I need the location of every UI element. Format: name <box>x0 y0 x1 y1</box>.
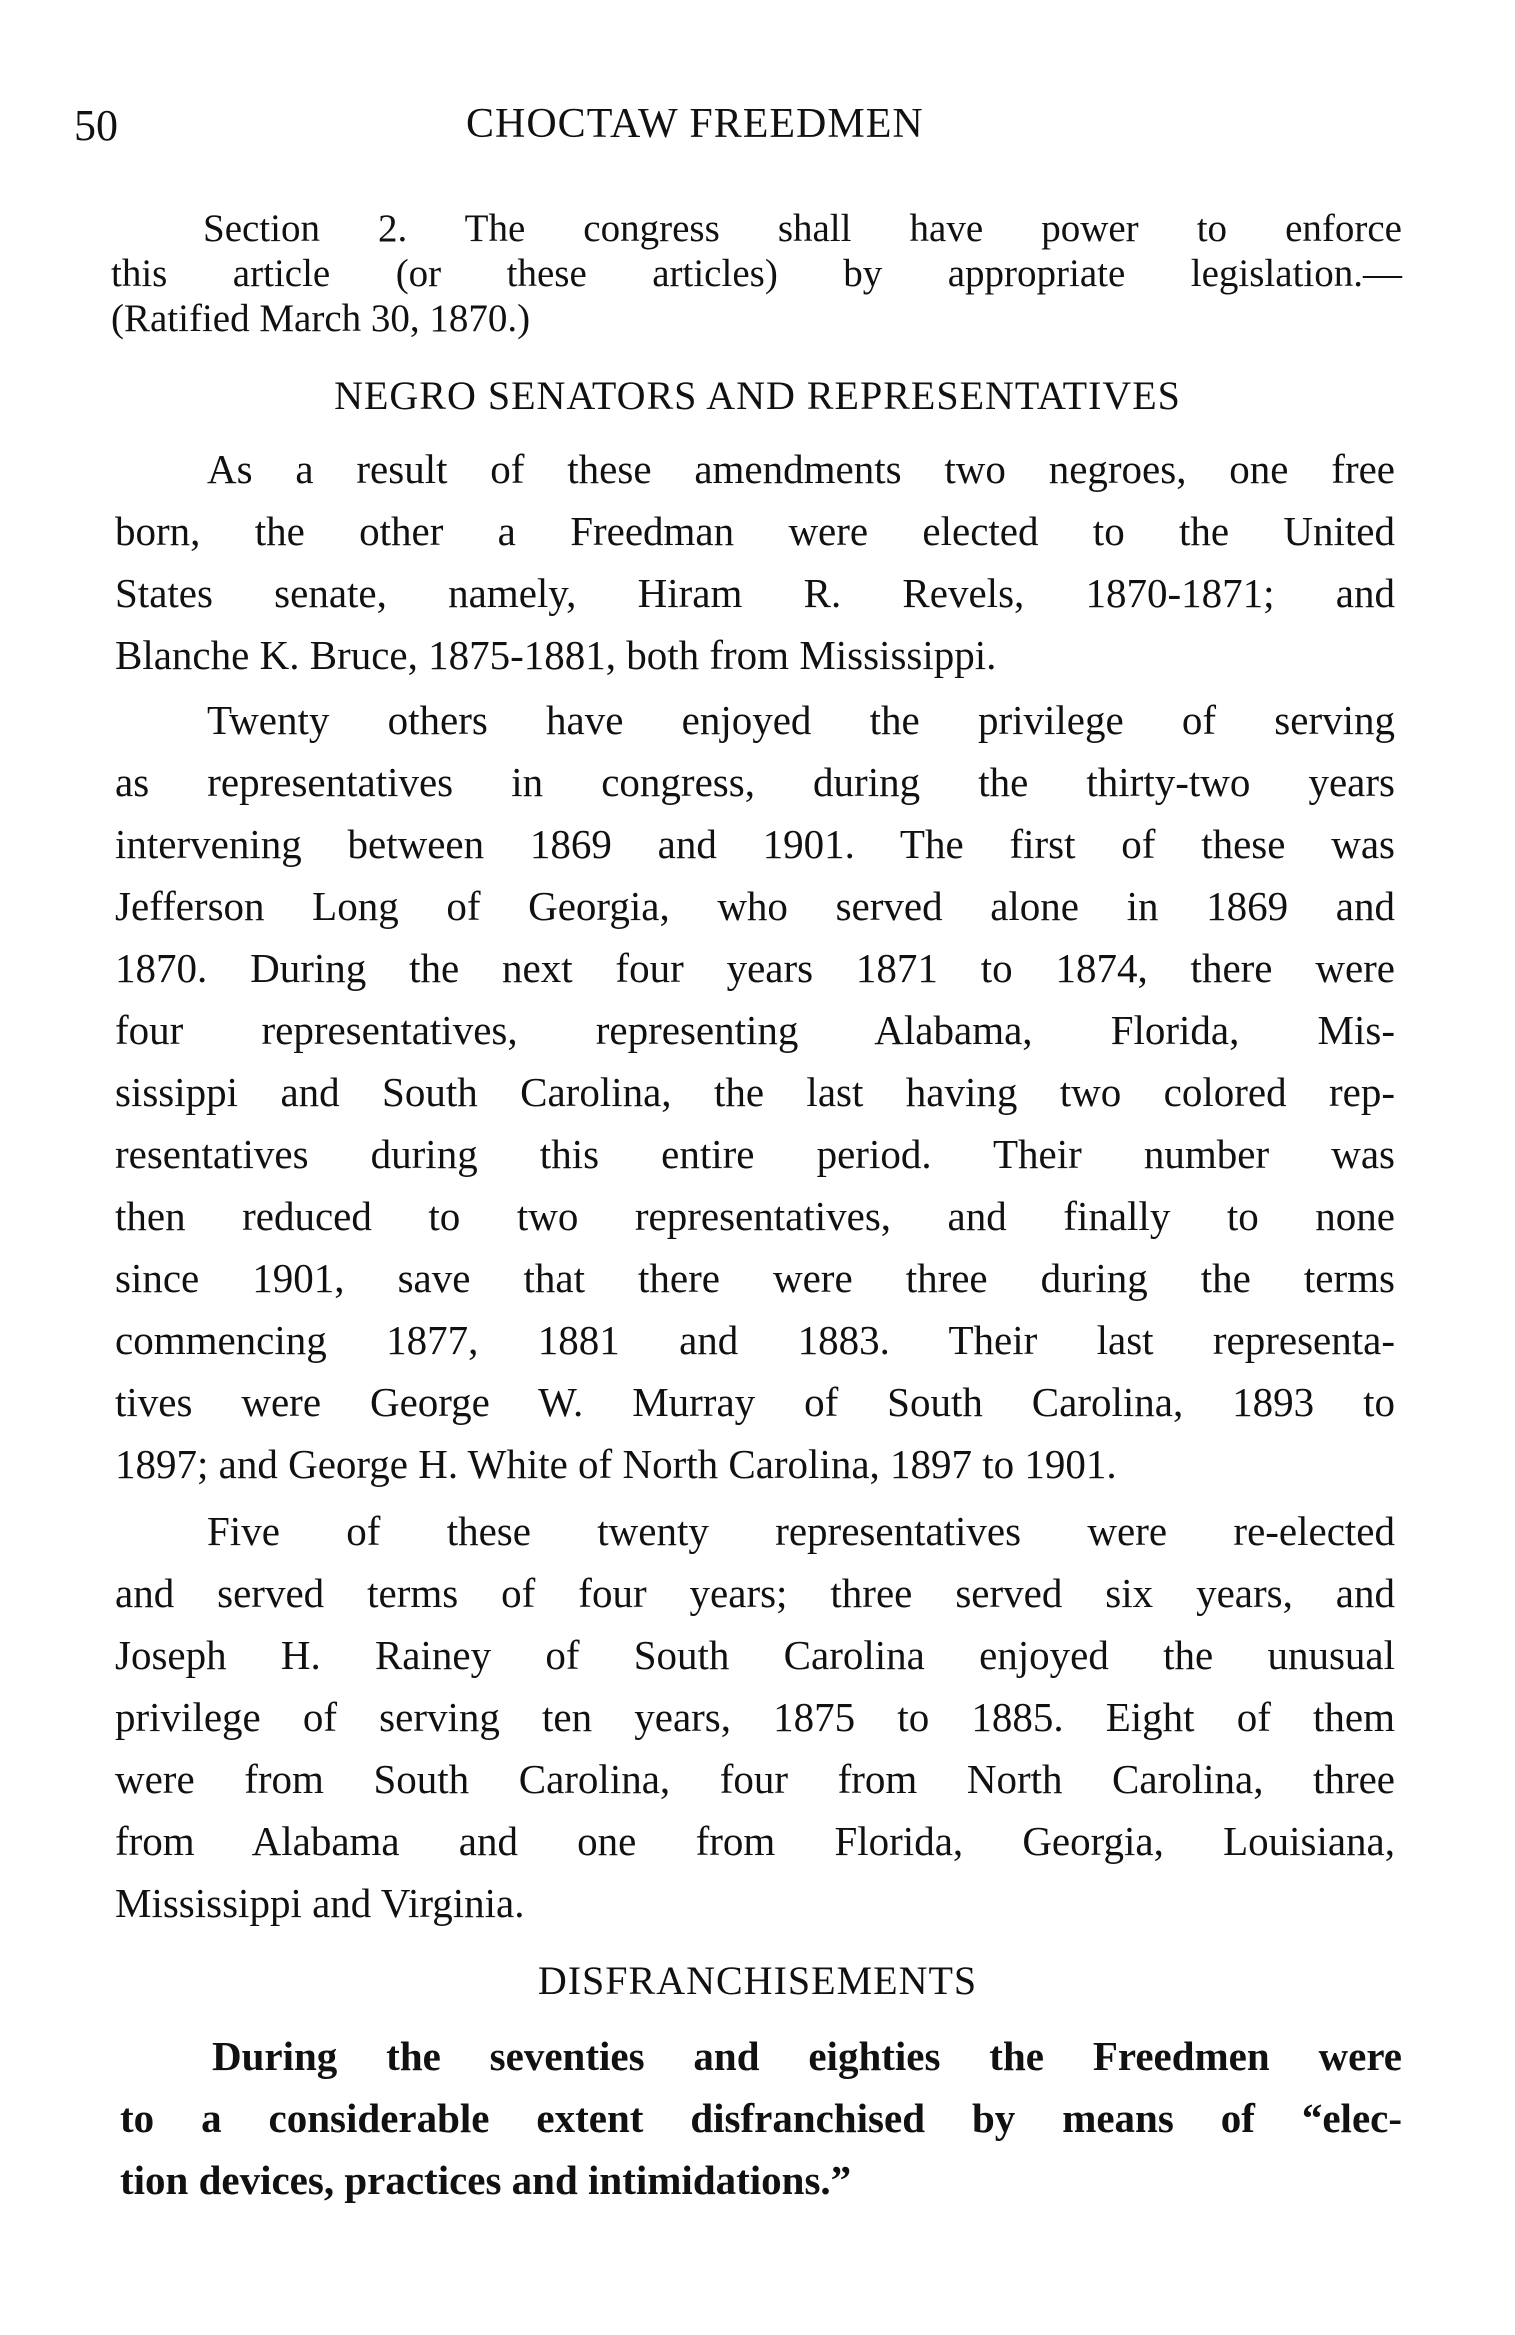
paragraph-senators <box>115 438 1395 686</box>
text-line: since 1901, save that there were three during the terms <box>115 1255 1395 1301</box>
text-line: Five of these twenty representatives were re-elected <box>207 1508 1395 1554</box>
text-line: from Alabama and one from Florida, Georgia, Louisiana, <box>115 1818 1395 1864</box>
section-2-paragraph <box>111 206 1402 341</box>
text-line: intervening between 1869 and 1901. The first of these was <box>115 821 1395 867</box>
text-line: as representatives in congress, during the thirty-two years <box>115 759 1395 805</box>
heading-disfranchisements: DISFRANCHISEMENTS <box>537 1958 978 2003</box>
paragraph-representatives <box>115 689 1395 1495</box>
text-line: four representatives, representing Alabama, Florida, Mis- <box>115 1007 1395 1053</box>
text-line: this article (or these articles) by appropriate legislation.— <box>111 252 1402 295</box>
text-line: Blanche K. Bruce, 1875-1881, both from Mississippi. <box>115 632 997 678</box>
text-line: were from South Carolina, four from North Carolina, three <box>115 1756 1395 1802</box>
text-line: sissippi and South Carolina, the last having two colored rep- <box>115 1069 1395 1115</box>
heading-negro-senators: NEGRO SENATORS AND REPRESENTATIVES <box>334 373 1181 418</box>
text-line: resentatives during this entire period. Their number was <box>115 1131 1395 1177</box>
text-line: 1897; and George H. White of North Carolina, 1897 to 1901. <box>115 1441 1117 1487</box>
page-number: 50 <box>74 101 118 150</box>
text-line: Mississippi and Virginia. <box>115 1880 525 1926</box>
running-title: CHOCTAW FREEDMEN <box>466 101 924 147</box>
text-line: to a considerable extent disfranchised by means of “elec- <box>120 2095 1402 2141</box>
text-line: Twenty others have enjoyed the privilege of serving <box>207 697 1395 743</box>
text-line: States senate, namely, Hiram R. Revels, 1870-1871; and <box>115 570 1395 616</box>
text-line: 1870. During the next four years 1871 to 1874, there were <box>115 945 1395 991</box>
paragraph-disfranchisement <box>120 2025 1402 2211</box>
text-line: During the seventies and eighties the Freedmen were <box>212 2033 1402 2079</box>
text-line: As a result of these amendments two negroes, one free <box>207 446 1395 492</box>
text-line: Section 2. The congress shall have power to enforce <box>203 207 1402 250</box>
text-line: Jefferson Long of Georgia, who served alone in 1869 and <box>115 883 1395 929</box>
text-line: tion devices, practices and intimidations.” <box>120 2157 852 2203</box>
text-line: commencing 1877, 1881 and 1883. Their last representa- <box>115 1317 1395 1363</box>
text-line: privilege of serving ten years, 1875 to 1885. Eight of them <box>115 1694 1395 1740</box>
paragraph-reelected <box>115 1500 1395 1934</box>
text-line: (Ratified March 30, 1870.) <box>111 297 531 340</box>
text-line: Joseph H. Rainey of South Carolina enjoyed the unusual <box>115 1632 1395 1678</box>
text-line: tives were George W. Murray of South Carolina, 1893 to <box>115 1379 1395 1425</box>
text-line: and served terms of four years; three served six years, and <box>115 1570 1395 1616</box>
text-line: then reduced to two representatives, and finally to none <box>115 1193 1395 1239</box>
text-line: born, the other a Freedman were elected to the United <box>115 508 1395 554</box>
